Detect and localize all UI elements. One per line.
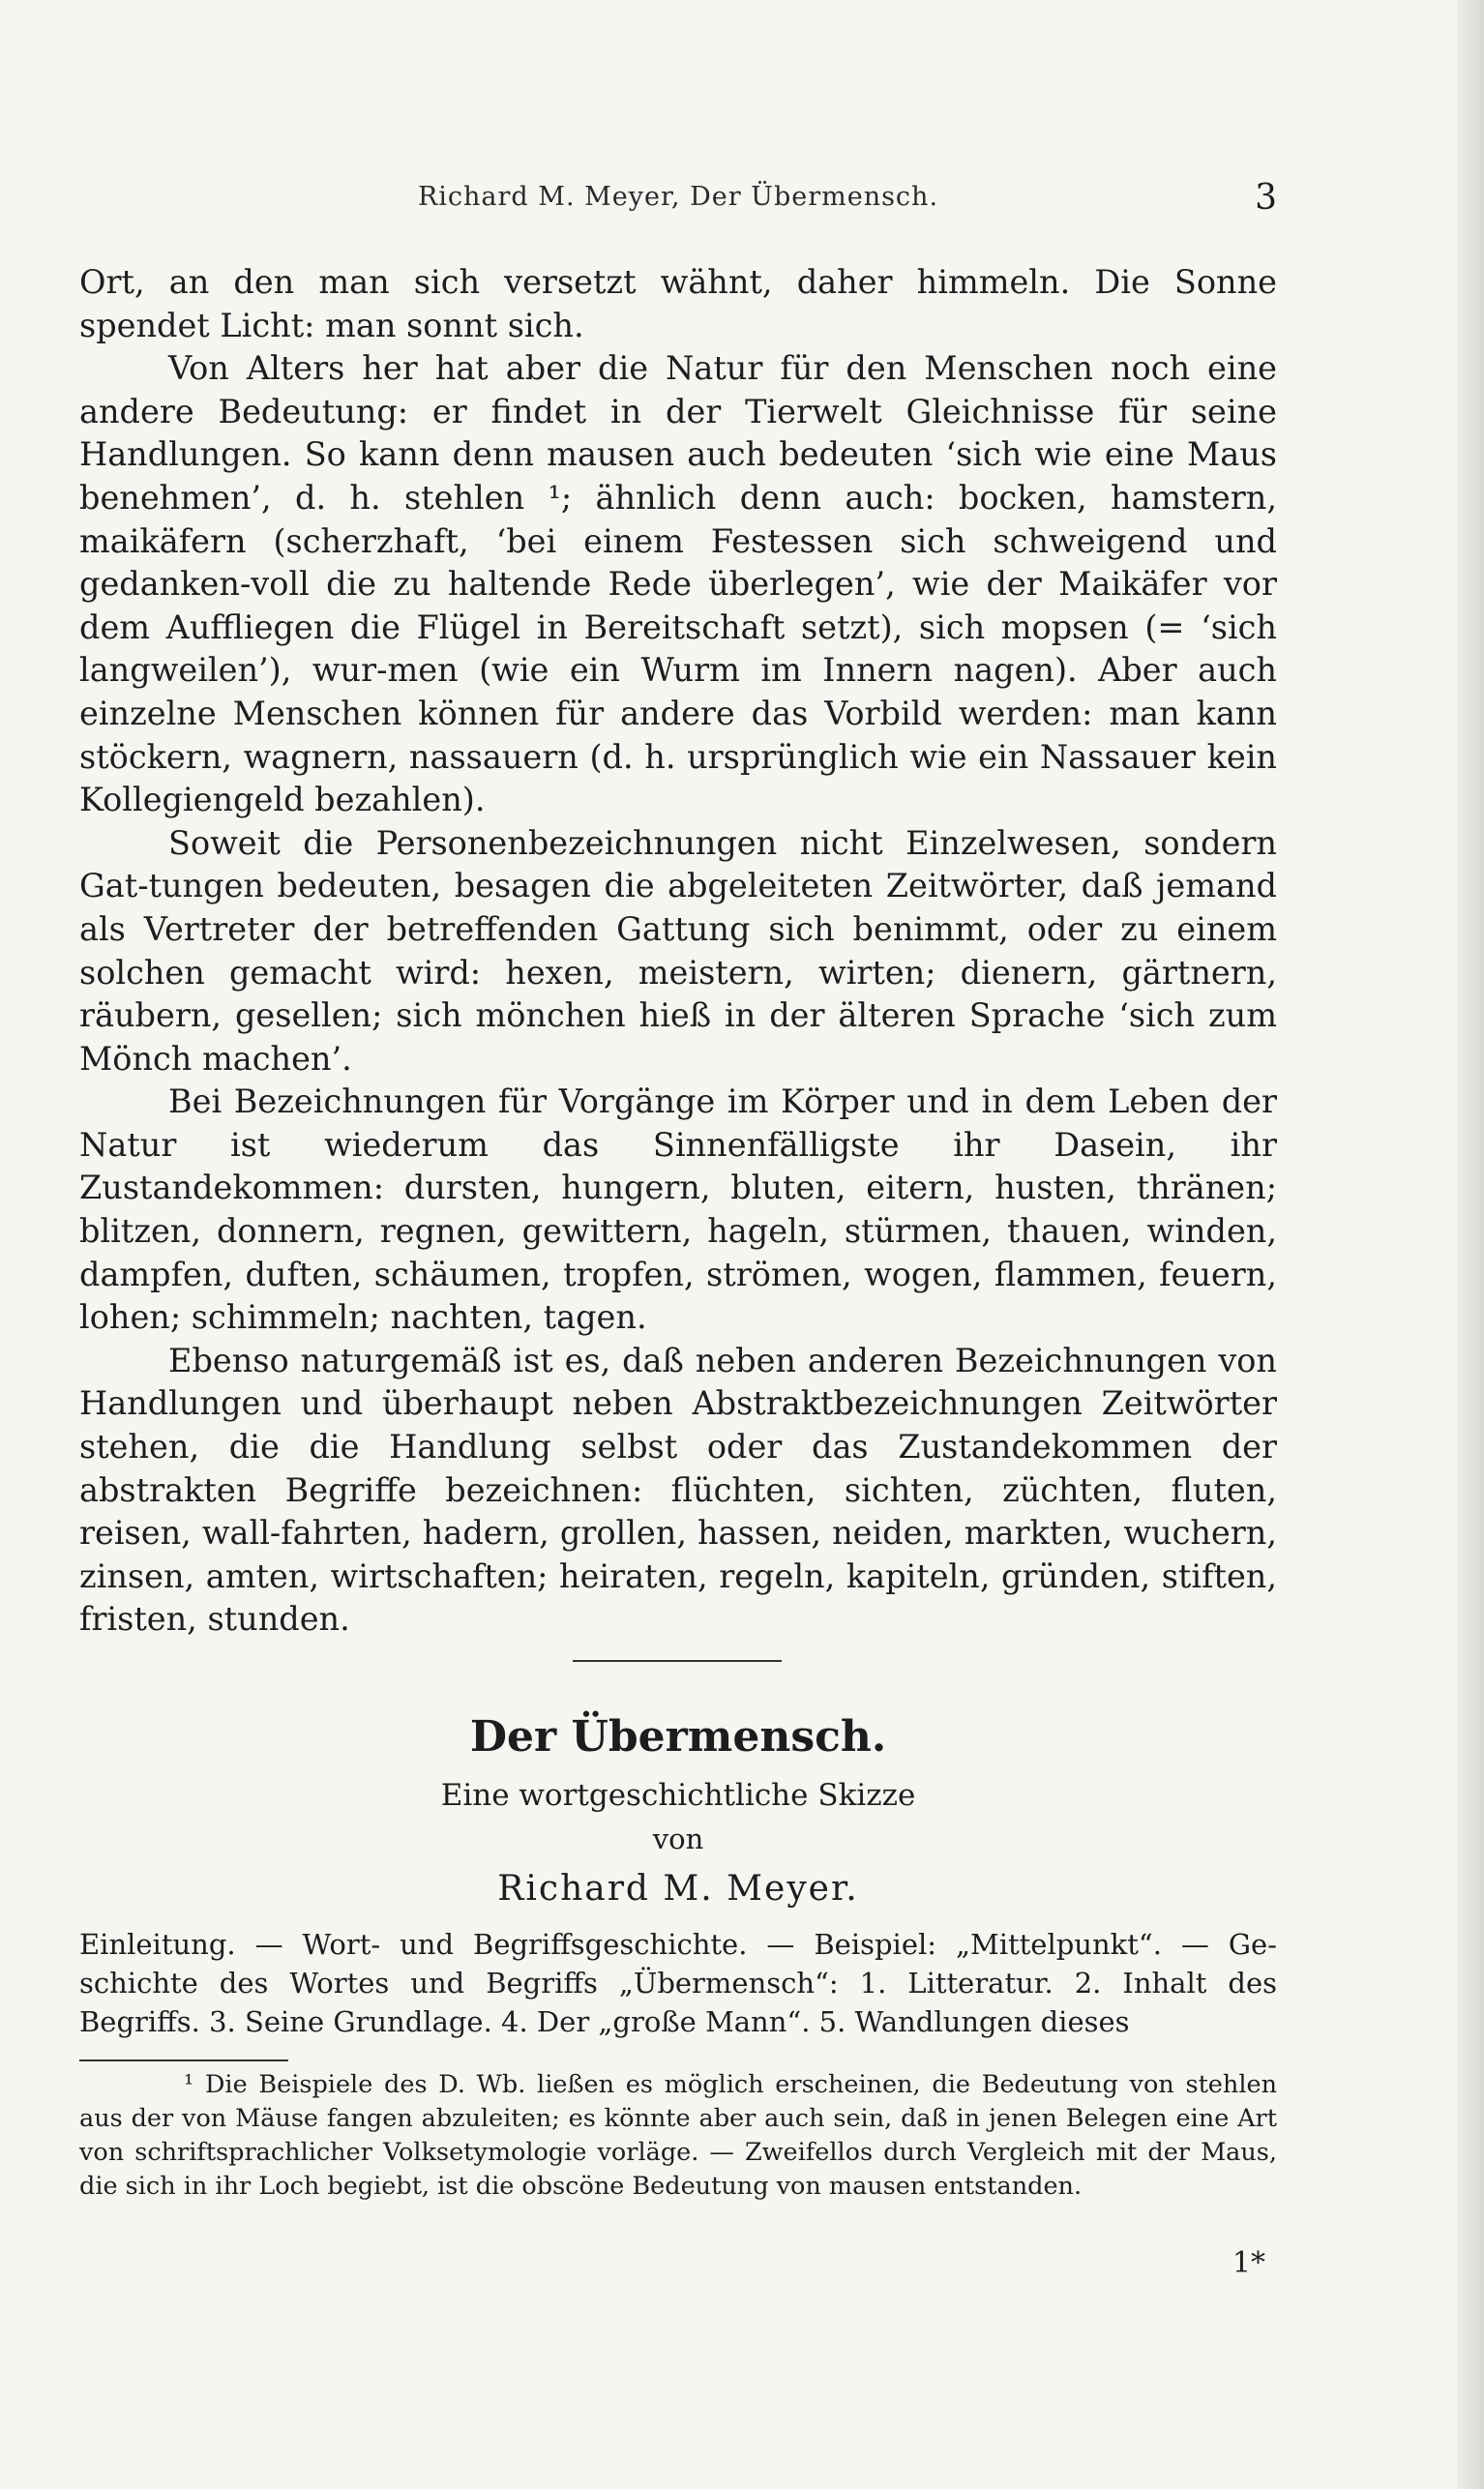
running-head (79, 178, 1277, 224)
footnote: ¹ Die Beispiele des D. Wb. ließen es möglich erscheinen, die Bedeutung von stehlen aus der von Mäuse fangen abzuleiten; es könnte aber auch sein, daß in jenen Belegen eine Art von schriftsprachlicher Volksetymologie vorläge. — Zweifellos durch Vergleich mit der Maus, die sich in ihr Loch begiebt, ist die obscöne Bedeutung von mausen entstanden. (79, 2070, 1277, 2201)
paragraph-3: Soweit die Personenbezeichnungen nicht Einzelwesen, sondern Gat-tungen bedeuten, besagen die abgeleiteten Zeitwörter, daß jemand als Vertreter der betreffenden Gattung sich benimmt, oder zu einem solchen gemacht wird: hexen, meistern, wirten; dienern, gärtnern, räubern, gesellen; sich mönchen hieß in der älteren Sprache ‘sich zum Mönch machen’. (79, 823, 1277, 1078)
running-title: Richard M. Meyer, Der Übermensch. (417, 182, 939, 212)
article-subtitle: Eine wortgeschichtliche Skizze (440, 1778, 916, 1813)
footnote-divider (79, 2059, 288, 2061)
article-title: Der Übermensch. (469, 1712, 887, 1762)
body-text (79, 261, 1277, 1642)
article-author: Richard M. Meyer. (497, 1869, 859, 1909)
article-contents: Einleitung. — Wort- und Begriffsgeschichte. — Beispiel: „Mittelpunkt“. — Ge-schichte des Wortes und Begriffs „Übermensch“: 1. Litteratur. 2. Inhalt des Begriffs. 3. Seine Grundlage. 4. Der „große Mann“. 5. Wandlungen dieses (79, 1928, 1277, 2038)
page-number: 3 (1255, 178, 1277, 218)
paragraph-2: Von Alters her hat aber die Natur für den Menschen noch eine andere Bedeutung: er findet in der Tierwelt Gleichnisse für seine Handlungen. So kann denn mausen auch bedeuten ‘sich wie eine Maus benehmen’, d. h. stehlen ¹; ähnlich denn auch: bocken, hamstern, maikäfern (scherzhaft, ‘bei einem Festessen sich schweigend und gedanken-voll die zu haltende Rede überlegen’, wie der Maikäfer vor dem Auffliegen die Flügel in Bereitschaft setzt), sich mopsen (= ‘sich langweilen’), wur-men (wie ein Wurm im Innern nagen). Aber auch einzelne Menschen können für andere das Vorbild werden: man kann stöckern, wagnern, nassauern (d. h. ursprünglich wie ein Nassauer kein Kollegiengeld bezahlen). (79, 349, 1277, 819)
sheet-signature: 1* (1232, 2246, 1265, 2280)
section-divider (573, 1660, 782, 1662)
paragraph-1: Ort, an den man sich versetzt wähnt, daher himmeln. Die Sonne spendet Licht: man sonnt sich. (79, 263, 1277, 344)
paragraph-5: Ebenso naturgemäß ist es, daß neben anderen Bezeichnungen von Handlungen und überhaupt neben Abstraktbezeichnungen Zeitwörter stehen, die die Handlung selbst oder das Zustandekommen der abstrakten Begriffe bezeichnen: flüchten, sichten, züchten, fluten, reisen, wall-fahrten, hadern, grollen, hassen, neiden, markten, wuchern, zinsen, amten, wirtschaften; heiraten, regeln, kapiteln, gründen, stiften, fristen, stunden. (79, 1341, 1277, 1639)
article-by: von (652, 1822, 704, 1855)
page-edge-shadow (1457, 0, 1484, 2489)
paragraph-4: Bei Bezeichnungen für Vorgänge im Körper und in dem Leben der Natur ist wiederum das Sinnenfälligste ihr Dasein, ihr Zustandekommen: dursten, hungern, bluten, eitern, husten, thränen; blitzen, donnern, regnen, gewittern, hageln, stürmen, thauen, winden, dampfen, duften, schäumen, tropfen, strömen, wogen, flammen, feuern, lohen; schimmeln; nachten, tagen. (79, 1082, 1277, 1337)
